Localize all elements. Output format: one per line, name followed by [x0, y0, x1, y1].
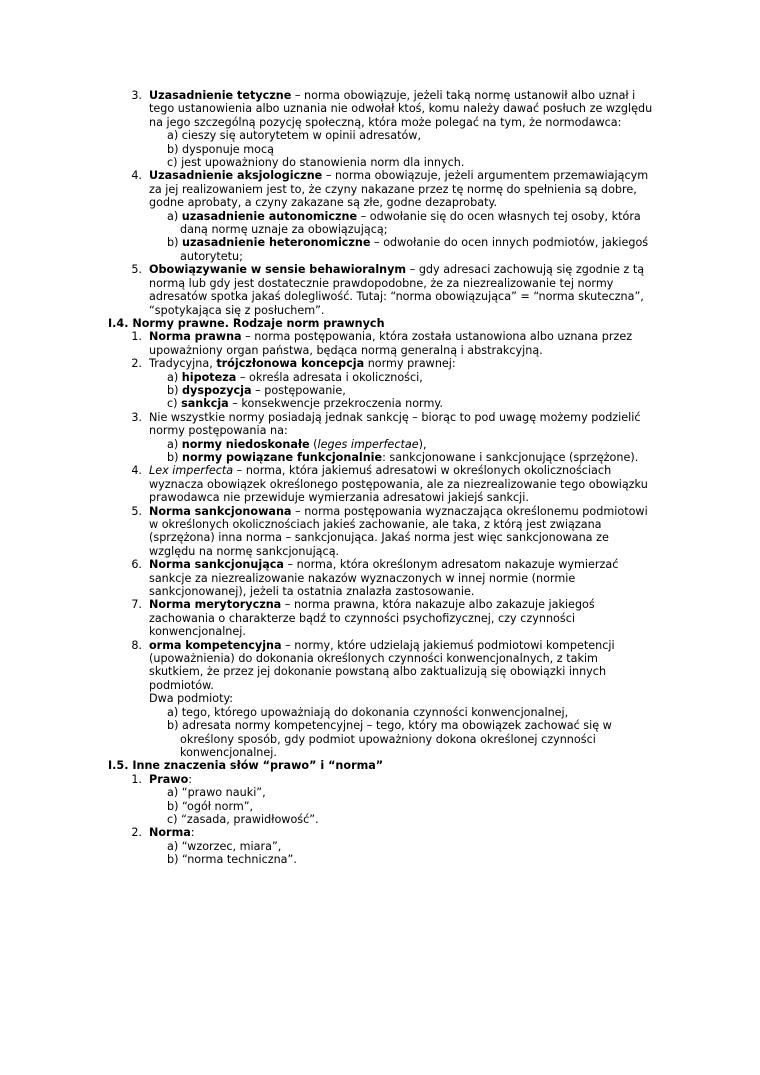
list-item	[0, 89, 760, 102]
section-heading: I.5. Inne znaczenia słów “prawo” i “norma”	[108, 759, 384, 773]
sub-text: – postępowanie,	[251, 383, 346, 397]
sub-text: (	[309, 437, 318, 451]
document-page	[0, 89, 760, 867]
list-item	[0, 169, 760, 182]
item-number: 6.	[131, 558, 142, 572]
item-text-line: skutkiem, że przez jej dokonanie powstaną albo zaktualizują się obowiązki innych	[149, 665, 607, 679]
sub-item-cont: określony sposób, gdy podmiot upoważniony dokona określonej czynności	[180, 732, 596, 746]
sub-item	[0, 451, 760, 464]
sub-item	[0, 371, 760, 384]
item-number: 5.	[131, 504, 142, 518]
sub-text: – odwołanie do ocen innych podmiotów, jakiegoś	[370, 236, 649, 250]
item-number: 4.	[131, 169, 142, 183]
item-text: – norma, która określonym adresatom nakazuje wymierzać	[283, 558, 619, 572]
sub-text: : sankcjonowane i sankcjonujące (sprzężone).	[382, 450, 639, 464]
item-text-line: (upoważnienia) do dokonania określonych czynności konwencjonalnych, z takim	[149, 652, 598, 666]
list-item	[0, 773, 760, 786]
item-text: – norma obowiązuje, jeżeli taką normę ustanowił albo uznał i	[291, 89, 636, 102]
item-text: – norma postępowania wyznaczająca określonemu podmiotowi	[291, 504, 648, 518]
sub-prefix: a)	[167, 209, 182, 223]
sub-text: – odwołanie się do ocen własnych tej osoby, która	[357, 209, 641, 223]
sub-term: sankcja	[181, 397, 229, 411]
item-text-line: wyznacza obowiązek określonego postępowania, ale za niezrealizowanie tego obowiązku	[149, 477, 648, 491]
sub-item	[0, 210, 760, 223]
item-text-line: “spotykająca się z posłuchem”.	[149, 303, 325, 317]
sub-prefix: b)	[167, 383, 183, 397]
sub-item-cont: daną normę uznaje za obowiązującą;	[180, 223, 388, 237]
list-item	[0, 558, 760, 571]
sub-term: dyspozycja	[182, 383, 252, 397]
item-number: 3.	[131, 410, 142, 424]
item-term: orma kompetencyjna	[149, 638, 282, 652]
sub-italic: leges imperfectae	[317, 437, 419, 451]
item-text-line: podmiotów.	[149, 678, 214, 692]
item-text-line: w określonych okolicznościach jakieś zachowanie, ale taka, z którą jest związana	[149, 518, 602, 531]
item-number: 4.	[131, 464, 142, 478]
sub-item: a) “prawo nauki”,	[167, 786, 266, 800]
sub-prefix: a)	[167, 370, 182, 384]
item-number: 7.	[131, 598, 142, 612]
sub-term: normy powiązane funkcjonalnie	[182, 450, 383, 464]
item-text-line: normą lub gdy jest dostatecznie prawdopodobne, że za niezrealizowanie tej normy	[149, 276, 614, 290]
sub-prefix: c)	[167, 397, 182, 411]
item-text: – norma, która jakiemuś adresatowi w określonych okolicznościach	[233, 464, 612, 478]
list-item	[0, 826, 760, 839]
item-number: 2.	[131, 357, 142, 371]
item-term: Lex imperfecta	[149, 464, 234, 478]
sub-item: b) adresata normy kompetencyjnej – tego, który ma obowiązek zachować się w	[167, 719, 612, 733]
item-text-line: sankcjonowanej), jeżeli ta ostatnia znalazła zastosowanie.	[149, 585, 475, 599]
item-number: 8.	[131, 638, 142, 652]
item-text: normy prawnej:	[364, 357, 456, 371]
item-text: – norma postępowania, która została ustanowiona albo uznana przez	[241, 330, 633, 344]
sub-term: uzasadnienie heteronomiczne	[182, 236, 371, 250]
sub-prefix: a)	[167, 437, 182, 451]
item-text-line: za jej realizowaniem jest to, że czyny nakazane przez tę normę do spełnienia są dobre,	[149, 182, 637, 196]
item-text: – norma prawna, która nakazuje albo zakazuje jakiegoś	[281, 598, 595, 612]
item-text-line: upoważniony organ państwa, będąca normą generalną i abstrakcyjną.	[149, 343, 543, 357]
item-text-line: względu na normę sankcjonującą.	[149, 544, 340, 558]
item-term: Norma sankcjonowana	[149, 504, 292, 518]
section-heading: I.4. Normy prawne. Rodzaje norm prawnych	[108, 316, 385, 330]
sub-item: b) “norma techniczna”.	[167, 853, 297, 867]
item-text-line: sankcje za niezrealizowanie nakazów wyznaczonych w innej normie (normie	[149, 571, 576, 585]
list-item	[0, 505, 760, 518]
item-term: Norma merytoryczna	[149, 598, 282, 612]
list-item	[0, 598, 760, 611]
item-number: 5.	[131, 263, 142, 277]
item-text-line: godne aprobaty, a czyny zakazane są złe, godne dezaprobaty.	[149, 196, 498, 210]
item-term: Uzasadnienie aksjologiczne	[149, 169, 323, 183]
item-text: Tradycyjna,	[149, 357, 217, 371]
item-text-line: zachowania o charakterze bądź to czynności psychofizycznej, czy czynności	[149, 611, 575, 625]
item-text-line: (sprzężona) inna norma – sankcjonująca. Jakaś norma jest więc sankcjonowana ze	[149, 531, 609, 545]
item-number: 1.	[131, 330, 142, 344]
item-text-line: prawodawca nie przewiduje wymierzania adresatowi jakiejś sankcji.	[149, 491, 529, 505]
item-number: 2.	[131, 826, 142, 840]
item-number: 3.	[131, 89, 142, 102]
sub-text: – określa adresata i okoliczności,	[236, 370, 423, 384]
sub-item-cont: konwencjonalnej.	[180, 745, 277, 759]
list-item	[0, 464, 760, 477]
sub-item: b) dysponuje mocą	[167, 142, 274, 156]
item-text: :	[188, 772, 193, 786]
sub-item-cont: autorytetu;	[180, 249, 243, 263]
sub-item: c) jest upoważniony do stanowienia norm dla innych.	[167, 156, 465, 170]
item-text-line: Dwa podmioty:	[149, 692, 234, 706]
sub-item	[0, 236, 760, 249]
sub-prefix: b)	[167, 236, 183, 250]
list-item	[0, 357, 760, 370]
sub-text: – konsekwencje przekroczenia normy.	[228, 397, 443, 411]
list-item	[0, 411, 760, 424]
list-item	[0, 330, 760, 343]
item-text-line: normy postępowania na:	[149, 424, 288, 438]
item-text: Nie wszystkie normy posiadają jednak sankcję – biorąc to pod uwagę możemy podzielić	[149, 410, 641, 424]
sub-item: a) cieszy się autorytetem w opinii adresatów,	[167, 129, 422, 143]
item-term: Norma	[149, 826, 191, 840]
item-term: Uzasadnienie tetyczne	[149, 89, 292, 102]
sub-text: ),	[418, 437, 427, 451]
sub-term: uzasadnienie autonomiczne	[181, 209, 358, 223]
item-term: trójczłonowa koncepcja	[216, 357, 365, 371]
item-term: Obowiązywanie w sensie behawioralnym	[149, 263, 407, 277]
sub-prefix: b)	[167, 450, 183, 464]
item-term: Prawo	[149, 772, 189, 786]
list-item	[0, 639, 760, 652]
sub-item: b) “ogół norm”,	[167, 799, 254, 813]
item-text-line: konwencjonalnej.	[149, 625, 246, 639]
item-term: Norma prawna	[149, 330, 242, 344]
sub-item: c) “zasada, prawidłowość”.	[167, 812, 319, 826]
item-text-line: adresatów spotka jakaś dolegliwość. Tutaj: “norma obowiązująca” = “norma skuteczna”,	[149, 290, 644, 304]
item-number: 1.	[131, 772, 142, 786]
item-text: :	[190, 826, 195, 840]
sub-term: normy niedoskonałe	[181, 437, 310, 451]
item-term: Norma sankcjonująca	[149, 558, 284, 572]
sub-term: hipoteza	[181, 370, 237, 384]
item-text-line: tego ustanowienia albo uznania nie odwołał ktoś, komu należy dawać posłuch ze względu	[149, 102, 653, 116]
sub-item	[0, 397, 760, 410]
sub-item	[0, 384, 760, 397]
item-text: – normy, które udzielają jakiemuś podmiotowi kompetencji	[281, 638, 615, 652]
item-text: – norma obowiązuje, jeżeli argumentem przemawiającym	[322, 169, 649, 183]
item-text: – gdy adresaci zachowują się zgodnie z tą	[406, 263, 645, 277]
item-text-line: na jego szczególną pozycję społeczną, która może polegać na tym, że normodawca:	[149, 115, 622, 129]
sub-item: a) “wzorzec, miara”,	[167, 839, 282, 853]
sub-item: a) tego, którego upoważniają do dokonania czynności konwencjonalnej,	[167, 705, 569, 719]
sub-item	[0, 438, 760, 451]
list-item	[0, 263, 760, 276]
